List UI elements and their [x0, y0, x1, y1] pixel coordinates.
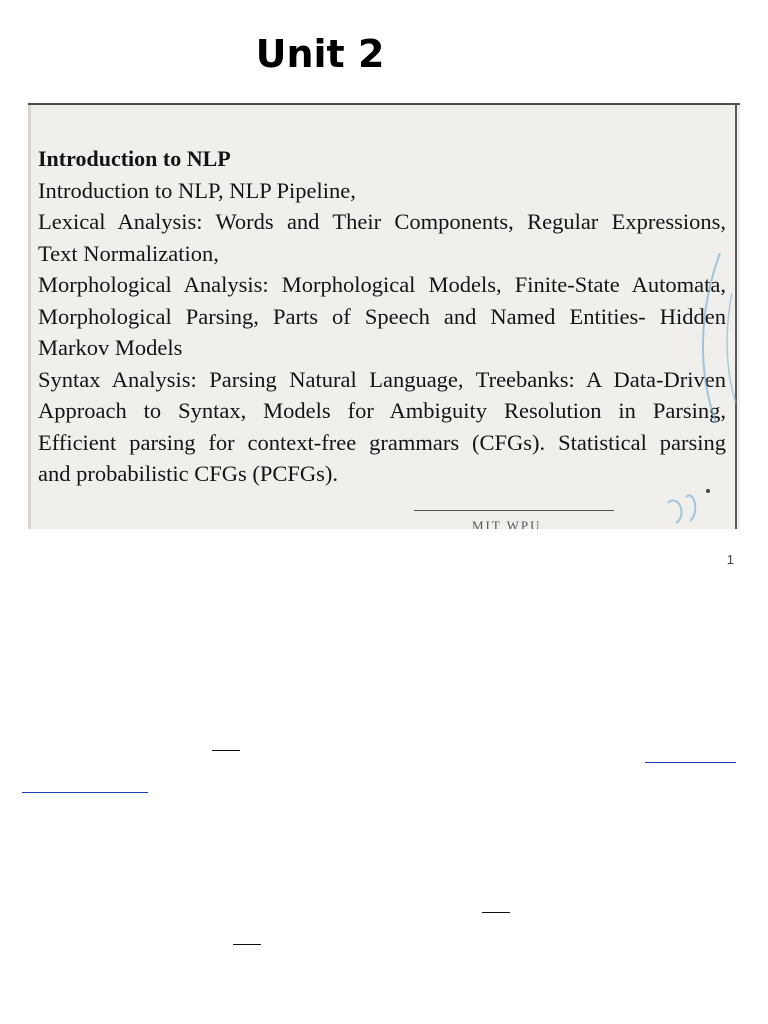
underline-mark: [212, 750, 240, 751]
syllabus-line: Morphological Parsing, Parts of Speech and Named Entities- Hidden: [38, 303, 726, 329]
underline-mark: [482, 912, 510, 913]
underline-mark: [233, 944, 261, 945]
syllabus-line: Markov Models: [38, 335, 183, 360]
syllabus-line: Syntax Analysis: Parsing Natural Language, Treebanks: A Data-Driven: [38, 366, 726, 392]
scanned-syllabus-image: [28, 103, 740, 529]
syllabus-line: Efficient parsing for context-free grammars (CFGs). Statistical parsing: [38, 429, 726, 455]
syllabus-line: Morphological Analysis: Morphological Models, Finite-State Automata,: [38, 272, 726, 297]
footer-rule: [414, 510, 614, 511]
slide-title: Unit 2: [255, 32, 385, 76]
hyperlink-underline[interactable]: [22, 792, 148, 793]
syllabus-line: Lexical Analysis: Words and Their Components, Regular Expressions,: [38, 209, 726, 234]
syllabus-line: and probabilistic CFGs (PCFGs).: [38, 461, 339, 486]
syllabus-line: Introduction to NLP, NLP Pipeline,: [38, 177, 356, 203]
scan-footer-fragment: [414, 508, 664, 529]
scan-left-edge: [28, 103, 31, 529]
syllabus-line: Text Normalization,: [38, 240, 219, 266]
scan-top-border: [28, 103, 740, 105]
footer-clipped-text: MIT WPU: [472, 518, 542, 529]
syllabus-line: Approach to Syntax, Models for Ambiguity Resolution in Parsing,: [38, 398, 726, 423]
syllabus-heading: Introduction to NLP: [38, 146, 231, 171]
hyperlink-underline[interactable]: [645, 762, 736, 763]
page-number: 1: [726, 552, 734, 567]
syllabus-text: [38, 143, 726, 490]
pen-annotation-mark: [628, 253, 740, 529]
